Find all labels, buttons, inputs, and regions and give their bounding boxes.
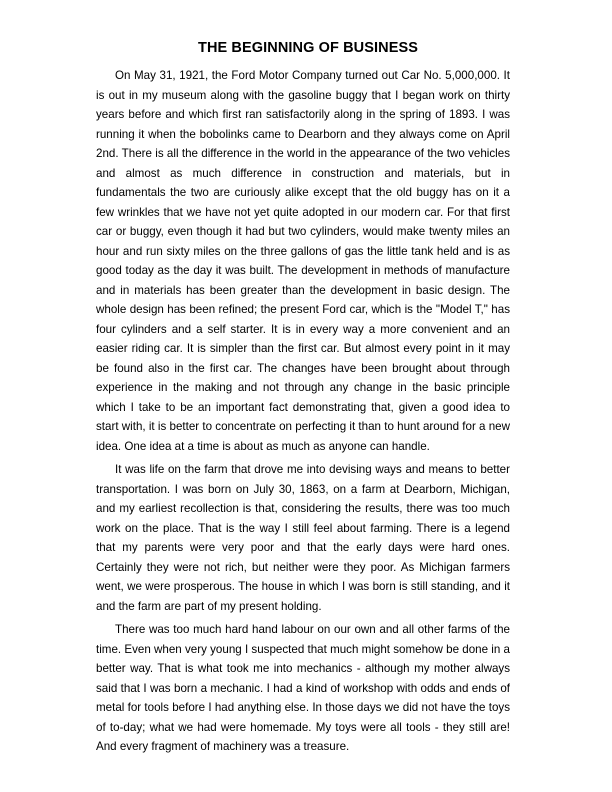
paragraph-2: It was life on the farm that drove me into devising ways and means to better transportation. I was born on July 30, 1863, on a farm at Dearborn, Michigan, and my earliest recollection is that, considering the results, there was too much work on the place. That is the way I still feel about farming. There is a legend that my parents were very poor and that the early days were hard ones. Certainly they were not rich, but neither were they poor. As Michigan farmers went, we were prosperous. The house in which I was born is still standing, and it and the farm are part of my present holding. bbox=[96, 463, 510, 613]
paragraph-1: On May 31, 1921, the Ford Motor Company turned out Car No. 5,000,000. It is out in my museum along with the gasoline buggy that I began work on thirty years before and which first ran satisfactorily along in the spring of 1893. I was running it when the bobolinks came to Dearborn and they always come on April 2nd. There is all the difference in the world in the appearance of the two vehicles and almost as much difference in construction and materials, but in fundamentals the two are curiously alike except that the old buggy has on it a few wrinkles that we have not yet quite adopted in our modern car. For that first car or buggy, even though it had but two cylinders, would make twenty miles an hour and run sixty miles on the three gallons of gas the little tank held and is as good today as the day it was built. The development in methods of manufacture and in materials has been greater than the development in basic design. The whole design has been refined; the present Ford car, which is the "Model T," has four cylinders and a self starter. It is in every way a more convenient and an easier riding car. It is simpler than the first car. But almost every point in it may be found also in the first car. The changes have been brought about through experience in the making and not through any change in the basic principle which I take to be an important fact demonstrating that, given a good idea to start with, it is better to concentrate on perfecting it than to hunt around for a new idea. One idea at a time is about as much as anyone can handle. bbox=[96, 69, 510, 453]
document-page bbox=[96, 38, 510, 761]
document-title: THE BEGINNING OF BUSINESS bbox=[197, 40, 419, 56]
paragraph-3: There was too much hard hand labour on our own and all other farms of the time. Even when very young I suspected that much might somehow be done in a better way. That is what took me into mechanics - although my mother always said that I was born a mechanic. I had a kind of workshop with odds and ends of metal for tools before I had anything else. In those days we did not have the toys of to-day; what we had were homemade. My toys were all tools - they still are! And every fragment of machinery was a treasure. bbox=[96, 623, 510, 753]
